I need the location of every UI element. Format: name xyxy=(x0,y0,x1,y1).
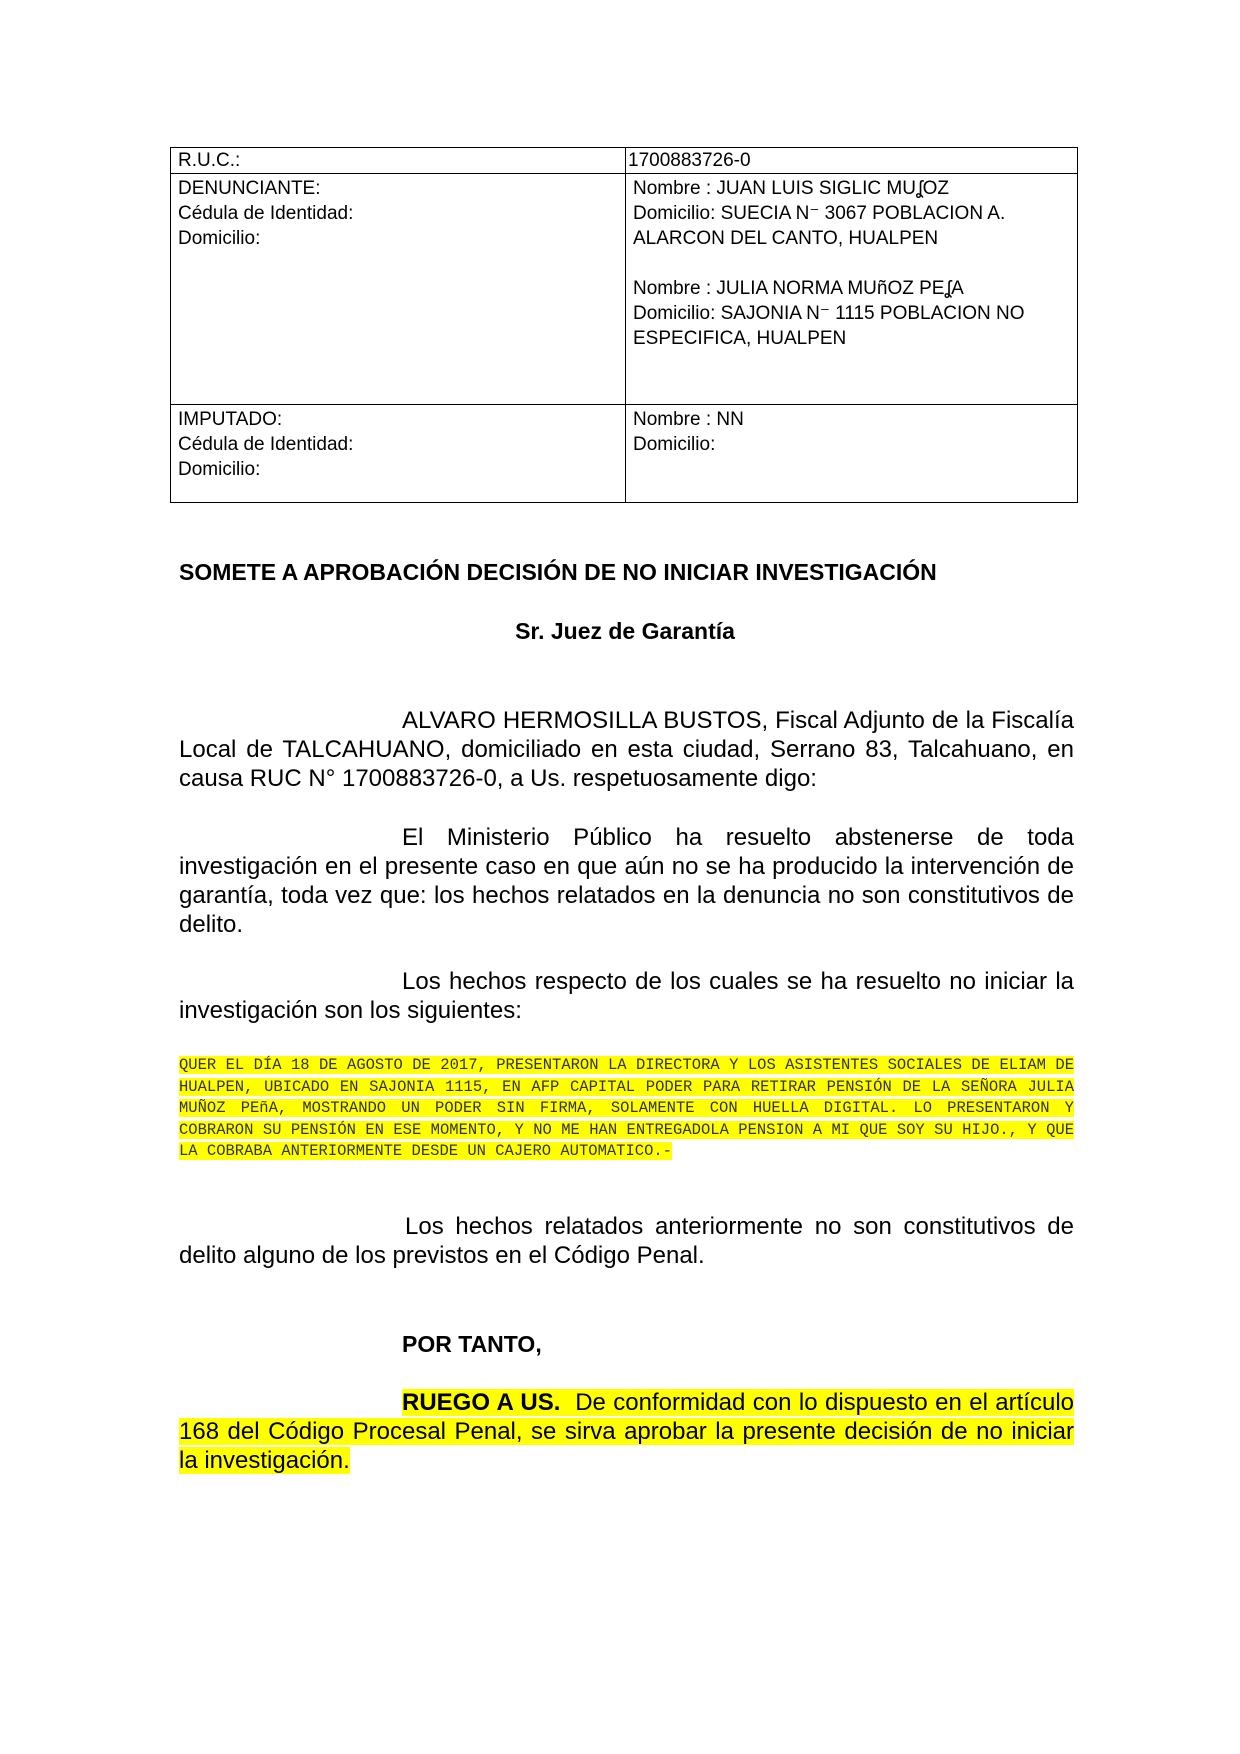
person2-address-line1: Domicilio: SAJONIA N⁻ 1115 POBLACION NO xyxy=(633,303,1025,324)
resolution-paragraph: El Ministerio Público ha resuelto abstenerse de toda investigación en el presente caso en que aún no se ha producido la intervención de garantía, toda vez que: los hechos relatados en la denuncia no son constitutivos de delito. xyxy=(179,824,1074,938)
por-tanto-heading: POR TANTO, xyxy=(402,1331,542,1357)
ruego-highlight xyxy=(179,1389,1074,1474)
person1-address-line1: Domicilio: SUECIA N⁻ 3067 POBLACION A. xyxy=(633,203,1006,224)
imputado-label: IMPUTADO: xyxy=(178,409,283,430)
intro-paragraph: ALVARO HERMOSILLA BUSTOS, Fiscal Adjunto de la Fiscalía Local de TALCAHUANO, domiciliado en esta ciudad, Serrano 83, Talcahuano, en causa RUC N° 1700883726-0, a Us. respetuosamente digo: xyxy=(179,707,1074,792)
imputado-labels xyxy=(171,405,626,503)
imputado-name: Nombre : NN xyxy=(633,409,744,430)
document-title: SOMETE A APROBACIÓN DECISIÓN DE NO INICIAR INVESTIGACIÓN xyxy=(179,559,937,585)
case-header-table xyxy=(170,147,1078,503)
imputado-id-label: Cédula de Identidad: xyxy=(178,434,354,455)
ruc-row xyxy=(171,148,1078,174)
ruc-label: R.U.C.: xyxy=(171,148,626,174)
imputado-row xyxy=(171,405,1078,503)
person1-name: Nombre : JUAN LUIS SIGLIC MUʆOZ xyxy=(633,178,949,199)
imputado-values xyxy=(626,405,1078,503)
denunciante-labels xyxy=(171,174,626,405)
denunciante-label: DENUNCIANTE: xyxy=(178,178,321,199)
imputado-address: Domicilio: xyxy=(633,434,716,455)
addressee: Sr. Juez de Garantía xyxy=(515,618,735,644)
ruego-lead: RUEGO A US. xyxy=(402,1389,561,1416)
ruego-paragraph xyxy=(179,1388,1074,1475)
person2-address-line2: ESPECIFICA, HUALPEN xyxy=(633,328,847,349)
person2-name: Nombre : JULIA NORMA MUñOZ PEʆA xyxy=(633,278,964,299)
conclusion-paragraph: Los hechos relatados anteriormente no son constitutivos de delito alguno de los previstos en el Código Penal. xyxy=(179,1213,1074,1269)
denunciante-values xyxy=(626,174,1078,405)
person1-address-line2: ALARCON DEL CANTO, HUALPEN xyxy=(633,228,939,249)
denunciante-id-label: Cédula de Identidad: xyxy=(178,203,354,224)
ruego-text: De conformidad con lo dispuesto en el artículo 168 del Código Procesal Penal, se sirva aprobar la presente decisión de no iniciar la investigación. xyxy=(179,1389,1075,1474)
facts-intro-paragraph: Los hechos respecto de los cuales se ha resuelto no iniciar la investigación son los siguientes: xyxy=(179,968,1074,1024)
imputado-address-label: Domicilio: xyxy=(178,459,261,480)
denunciante-row xyxy=(171,174,1078,405)
ruc-value: 1700883726-0 xyxy=(626,148,1078,174)
facts-text xyxy=(179,1055,1074,1163)
facts-highlight: QUER EL DÍA 18 DE AGOSTO DE 2017, PRESENTARON LA DIRECTORA Y LOS ASISTENTES SOCIALES DE ELIAM DE HUALPEN, UBICADO EN SAJONIA 1115, EN AFP CAPITAL PODER PARA RETIRAR PENSIÓN DE LA SEÑORA JULIA MUÑOZ PEñA, MOSTRANDO UN PODER SIN FIRMA, SOLAMENTE CON HUELLA DIGITAL. LO PRESENTARON Y COBRARON SU PENSIÓN EN ESE MOMENTO, Y NO ME HAN ENTREGADOLA PENSION A MI QUE SOY SU HIJO., Y QUE LA COBRABA ANTERIORMENTE DESDE UN CAJERO AUTOMATICO.- xyxy=(179,1056,1074,1161)
denunciante-address-label: Domicilio: xyxy=(178,228,261,249)
